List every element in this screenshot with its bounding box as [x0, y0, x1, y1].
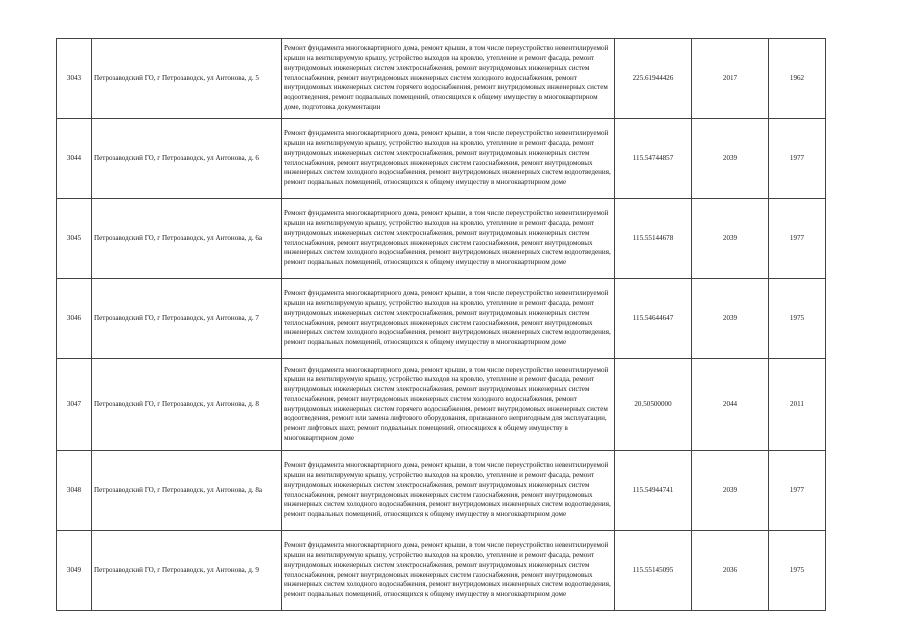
works-text: Ремонт фундамента многоквартирного дома, ремонт крыши, в том числе переустройство невентилируемой крыши на вентилируемую крышу, устройство выходов на кровлю, утепление и ремонт фасада, ремонт внутридомовых инженерных систем электроснабжения, ремонт внутридомовых инженерных систем теплоснабжения, ремонт внутридомовых инженерных систем газоснабжения, ремонт внутридомовых инженерных систем холодного водоснабжения, ремонт внутридомовых инженерных систем водоотведения, ремонт подвальных помещений, относящихся к общему имуществу в многоквартирном доме: [284, 209, 611, 266]
repair-year-cell: 2036: [692, 531, 769, 611]
row-number-cell: 3048: [57, 451, 92, 531]
table-row: [57, 199, 826, 279]
address-cell: Петрозаводский ГО, г Петрозаводск, ул Антонова, д. 9: [92, 531, 282, 611]
repair-year-cell: 2044: [692, 359, 769, 451]
build-year-cell: 1977: [769, 119, 826, 199]
cost-cell: 225.61944426: [615, 39, 692, 119]
address-cell: Петрозаводский ГО, г Петрозаводск, ул Антонова, д. 5: [92, 39, 282, 119]
cost-cell: 115.54944741: [615, 451, 692, 531]
row-number-cell: 3049: [57, 531, 92, 611]
works-cell: [282, 279, 615, 359]
build-year-cell: 1977: [769, 199, 826, 279]
cost-cell: 115.54744857: [615, 119, 692, 199]
repair-year-cell: 2039: [692, 119, 769, 199]
works-cell: [282, 451, 615, 531]
table-row: [57, 531, 826, 611]
works-text: Ремонт фундамента многоквартирного дома, ремонт крыши, в том числе переустройство невентилируемой крыши на вентилируемую крышу, устройство выходов на кровлю, утепление и ремонт фасада, ремонт внутридомовых инженерных систем электроснабжения, ремонт внутридомовых инженерных систем теплоснабжения, ремонт внутридомовых инженерных систем газоснабжения, ремонт внутридомовых инженерных систем холодного водоснабжения, ремонт внутридомовых инженерных систем водоотведения, ремонт подвальных помещений, относящихся к общему имуществу в многоквартирном доме: [284, 289, 611, 346]
works-text: Ремонт фундамента многоквартирного дома, ремонт крыши, в том числе переустройство невентилируемой крыши на вентилируемую крышу, устройство выходов на кровлю, утепление и ремонт фасада, ремонт внутридомовых инженерных систем электроснабжения, ремонт внутридомовых инженерных систем теплоснабжения, ремонт внутридомовых инженерных систем газоснабжения, ремонт внутридомовых инженерных систем холодного водоснабжения, ремонт внутридомовых инженерных систем водоотведения, ремонт подвальных помещений, относящихся к общему имуществу в многоквартирном доме: [284, 541, 611, 598]
repair-year-cell: 2039: [692, 279, 769, 359]
row-number-cell: 3043: [57, 39, 92, 119]
table-row: [57, 119, 826, 199]
cost-cell: 115.54644647: [615, 279, 692, 359]
works-text: Ремонт фундамента многоквартирного дома, ремонт крыши, в том числе переустройство невентилируемой крыши на вентилируемую крышу, устройство выходов на кровлю, утепление и ремонт фасада, ремонт внутридомовых инженерных систем электроснабжения, ремонт внутридомовых инженерных систем теплоснабжения, ремонт внутридомовых инженерных систем холодного водоснабжения, ремонт внутридомовых инженерных систем горячего водоснабжения, ремонт внутридомовых инженерных систем водоотведения, ремонт или замена лифтового оборудования, признанного непригодным для эксплуатации, ремонт лифтовых шахт, ремонт подвальных помещений, относящихся к общему имуществу в многоквартирном доме: [284, 365, 609, 442]
build-year-cell: 1977: [769, 451, 826, 531]
build-year-cell: 1975: [769, 531, 826, 611]
table-row: [57, 359, 826, 451]
cost-cell: 115.55145095: [615, 531, 692, 611]
works-cell: [282, 531, 615, 611]
works-cell: [282, 119, 615, 199]
address-cell: Петрозаводский ГО, г Петрозаводск, ул Антонова, д. 8а: [92, 451, 282, 531]
cost-cell: 115.55144678: [615, 199, 692, 279]
works-text: Ремонт фундамента многоквартирного дома, ремонт крыши, в том числе переустройство невентилируемой крыши на вентилируемую крышу, устройство выходов на кровлю, утепление и ремонт фасада, ремонт внутридомовых инженерных систем электроснабжения, ремонт внутридомовых инженерных систем теплоснабжения, ремонт внутридомовых инженерных систем холодного водоснабжения, ремонт внутридомовых инженерных систем горячего водоснабжения, ремонт внутридомовых инженерных систем водоотведения, ремонт подвальных помещений, относящихся к общему имуществу в многоквартирном доме, подготовка документации: [284, 44, 609, 111]
repair-year-cell: 2039: [692, 199, 769, 279]
table-row: [57, 451, 826, 531]
works-cell: [282, 199, 615, 279]
build-year-cell: 2011: [769, 359, 826, 451]
row-number-cell: 3047: [57, 359, 92, 451]
table-row: [57, 39, 826, 119]
address-cell: Петрозаводский ГО, г Петрозаводск, ул Антонова, д. 7: [92, 279, 282, 359]
works-cell: [282, 359, 615, 451]
row-number-cell: 3045: [57, 199, 92, 279]
cost-cell: 20.50500000: [615, 359, 692, 451]
row-number-cell: 3044: [57, 119, 92, 199]
works-cell: [282, 39, 615, 119]
build-year-cell: 1962: [769, 39, 826, 119]
repair-year-cell: 2017: [692, 39, 769, 119]
build-year-cell: 1975: [769, 279, 826, 359]
capital-repair-table: [56, 38, 826, 611]
row-number-cell: 3046: [57, 279, 92, 359]
repair-year-cell: 2039: [692, 451, 769, 531]
address-cell: Петрозаводский ГО, г Петрозаводск, ул Антонова, д. 8: [92, 359, 282, 451]
address-cell: Петрозаводский ГО, г Петрозаводск, ул Антонова, д. 6а: [92, 199, 282, 279]
works-text: Ремонт фундамента многоквартирного дома, ремонт крыши, в том числе переустройство невентилируемой крыши на вентилируемую крышу, устройство выходов на кровлю, утепление и ремонт фасада, ремонт внутридомовых инженерных систем электроснабжения, ремонт внутридомовых инженерных систем теплоснабжения, ремонт внутридомовых инженерных систем газоснабжения, ремонт внутридомовых инженерных систем холодного водоснабжения, ремонт внутридомовых инженерных систем водоотведения, ремонт подвальных помещений, относящихся к общему имуществу в многоквартирном доме: [284, 129, 611, 186]
table-row: [57, 279, 826, 359]
works-text: Ремонт фундамента многоквартирного дома, ремонт крыши, в том числе переустройство невентилируемой крыши на вентилируемую крышу, устройство выходов на кровлю, утепление и ремонт фасада, ремонт внутридомовых инженерных систем электроснабжения, ремонт внутридомовых инженерных систем теплоснабжения, ремонт внутридомовых инженерных систем газоснабжения, ремонт внутридомовых инженерных систем холодного водоснабжения, ремонт внутридомовых инженерных систем водоотведения, ремонт подвальных помещений, относящихся к общему имуществу в многоквартирном доме: [284, 461, 611, 518]
address-cell: Петрозаводский ГО, г Петрозаводск, ул Антонова, д. 6: [92, 119, 282, 199]
